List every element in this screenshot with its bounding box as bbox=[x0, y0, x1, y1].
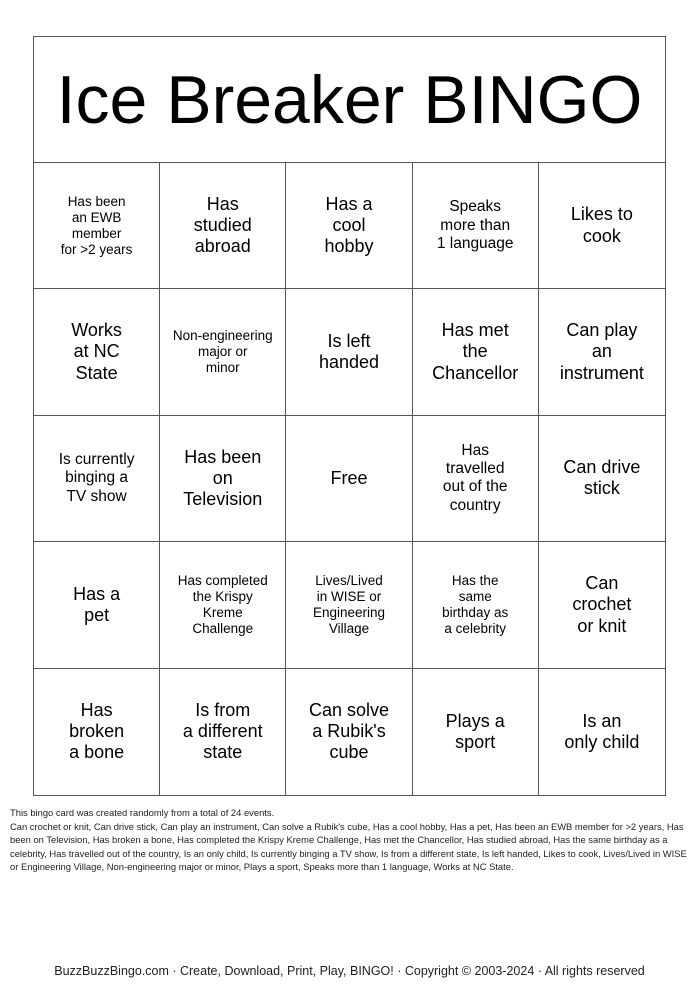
bingo-cell bbox=[286, 669, 412, 795]
card-title: Ice Breaker BINGO bbox=[56, 61, 643, 138]
bingo-cell bbox=[286, 416, 412, 542]
site-footer: BuzzBuzzBingo.com · Create, Download, Print, Play, BINGO! · Copyright © 2003-2024 · All rights reserved bbox=[54, 964, 645, 978]
bingo-cell-text: Can solve a Rubik's cube bbox=[308, 699, 390, 763]
bingo-cell bbox=[160, 289, 286, 415]
bingo-cell-text: Has been on Television bbox=[183, 446, 263, 510]
bingo-cell-text: Can drive stick bbox=[563, 457, 641, 499]
bingo-cell bbox=[413, 289, 539, 415]
bingo-cell bbox=[413, 416, 539, 542]
bingo-cell bbox=[539, 416, 665, 542]
bingo-cell-text: Likes to cook bbox=[570, 204, 633, 246]
bingo-cell bbox=[413, 669, 539, 795]
bingo-cell bbox=[34, 669, 160, 795]
bingo-card bbox=[33, 36, 666, 796]
bingo-cell bbox=[539, 542, 665, 668]
bingo-cell bbox=[160, 542, 286, 668]
title-box bbox=[34, 37, 665, 163]
bingo-cell-text: Plays a sport bbox=[445, 710, 505, 752]
footnote-summary: This bingo card was created randomly from a total of 24 events. bbox=[10, 807, 275, 818]
bingo-cell bbox=[34, 289, 160, 415]
bingo-cell bbox=[34, 416, 160, 542]
bingo-cell bbox=[286, 289, 412, 415]
footnote-events-list: Can crochet or knit, Can drive stick, Can play an instrument, Can solve a Rubik's cube, Has a cool hobby, Has a pet, Has been an EWB member for >2 years, Has been on Television, Has broken a bone, Has completed the Krispy Kreme Challenge, Has met the Chancellor, Has studied abroad, Has the same birthday as a celebrity, Has travelled out of the country, Is an only child, Is currently binging a TV show, Is from a different state, Is left handed, Likes to cook, Lives/Lived in WISE or Engineering Village, Non-engineering major or minor, Plays a sport, Speaks more than 1 language, Works at NC State. bbox=[10, 820, 687, 872]
bingo-cell-text: Is left handed bbox=[318, 330, 380, 373]
bingo-cell bbox=[539, 669, 665, 795]
bingo-cell-text: Speaks more than 1 language bbox=[436, 198, 514, 252]
bingo-cell bbox=[539, 289, 665, 415]
bingo-cell-text: Has met the Chancellor bbox=[432, 320, 519, 383]
bingo-cell-text: Can crochet or knit bbox=[572, 573, 632, 636]
bingo-cell bbox=[34, 163, 160, 289]
bingo-cell bbox=[539, 163, 665, 289]
bingo-cell-text: Is an only child bbox=[564, 710, 640, 752]
bingo-cell-text: Free bbox=[330, 467, 368, 488]
bingo-cell-text: Has the same birthday as a celebrity bbox=[442, 573, 509, 636]
bingo-cell-text: Non-engineering major or minor bbox=[172, 328, 273, 376]
bingo-cell-text: Has completed the Krispy Kreme Challenge bbox=[177, 573, 268, 636]
bingo-cell-text: Is from a different state bbox=[182, 699, 263, 763]
bingo-cell bbox=[160, 163, 286, 289]
bingo-cell-text: Has a pet bbox=[73, 583, 121, 625]
bingo-cell-text: Has been an EWB member for >2 years bbox=[60, 193, 133, 257]
bingo-cell-text: Lives/Lived in WISE or Engineering Village bbox=[312, 573, 386, 636]
bingo-cell-text: Works at NC State bbox=[71, 320, 122, 383]
footnote bbox=[10, 806, 690, 874]
bingo-cell-text: Is currently binging a TV show bbox=[58, 451, 135, 505]
bingo-cell bbox=[413, 542, 539, 668]
bingo-cell bbox=[160, 669, 286, 795]
bingo-cell bbox=[286, 163, 412, 289]
bingo-cell bbox=[34, 542, 160, 668]
bingo-cell-text: Has studied abroad bbox=[193, 193, 252, 257]
bingo-cell bbox=[286, 542, 412, 668]
bingo-cell bbox=[413, 163, 539, 289]
bingo-cell-text: Has broken a bone bbox=[69, 699, 125, 763]
bingo-cell-text: Has travelled out of the country bbox=[442, 441, 508, 514]
bingo-cell-text: Can play an instrument bbox=[559, 320, 644, 383]
bingo-cell bbox=[160, 416, 286, 542]
bingo-cell-text: Has a cool hobby bbox=[324, 193, 374, 257]
bingo-grid bbox=[34, 163, 665, 795]
